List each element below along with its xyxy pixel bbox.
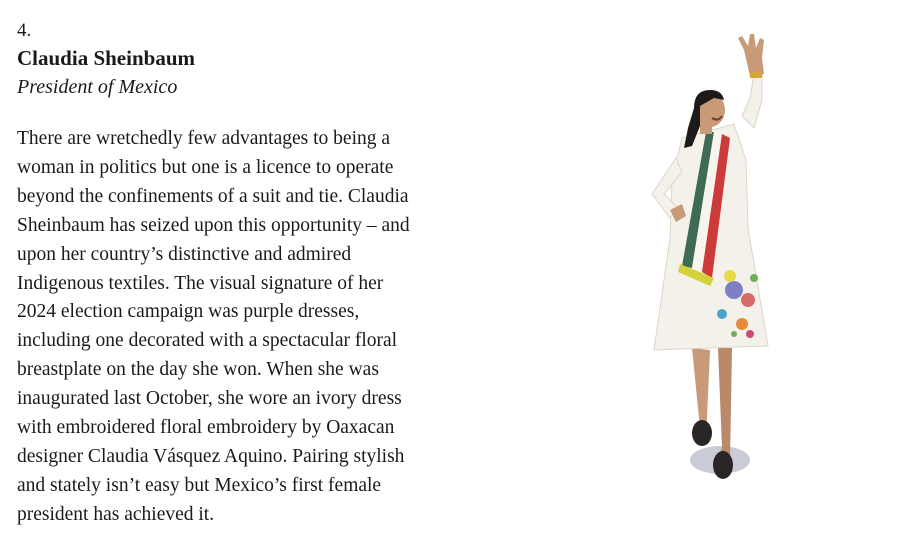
body-line: woman in politics but one is a licence to operate [17,156,394,178]
entry-number: 4. [17,20,32,41]
body-line: including one decorated with a spectacular floral [17,330,398,352]
embroidery-flower [741,293,755,307]
entry-body [17,125,477,530]
body-line: beyond the confinements of a suit and tie. Claudia [17,185,409,207]
embroidery-flower [736,318,748,330]
embroidery-flower [725,281,743,299]
article-entry [17,18,477,530]
raised-arm [742,74,762,128]
body-line: inaugurated last October, she wore an ivory dress [17,388,402,410]
body-line: and stately isn’t easy but Mexico’s first female [17,474,382,496]
embroidery-flower [717,309,727,319]
body-line: with embroidered floral embroidery by Oaxacan [17,417,395,439]
embroidery-flower [724,270,736,282]
right-shoe [713,451,733,479]
left-shoe [692,420,712,446]
embroidery-flower [746,330,754,338]
illustration-figure [630,28,780,488]
bracelet [750,72,762,78]
raised-hand [738,34,764,76]
body-line: president has achieved it. [17,503,215,525]
body-line: Indigenous textiles. The visual signature of her [17,272,384,294]
body-line: designer Claudia Vásquez Aquino. Pairing stylish [17,445,405,467]
embroidery-flower [731,331,737,337]
right-leg [716,348,732,462]
body-line: Sheinbaum has seized upon this opportunity – and [17,214,410,236]
body-line: upon her country’s distinctive and admired [17,243,352,265]
body-line: breastplate on the day she won. When she was [17,359,379,381]
body-line: 2024 election campaign was purple dresses, [17,301,360,323]
embroidery-flower [750,274,758,282]
entry-role: President of Mexico [17,76,178,98]
body-line: There are wretchedly few advantages to being a [17,128,391,149]
entry-name: Claudia Sheinbaum [17,46,195,70]
